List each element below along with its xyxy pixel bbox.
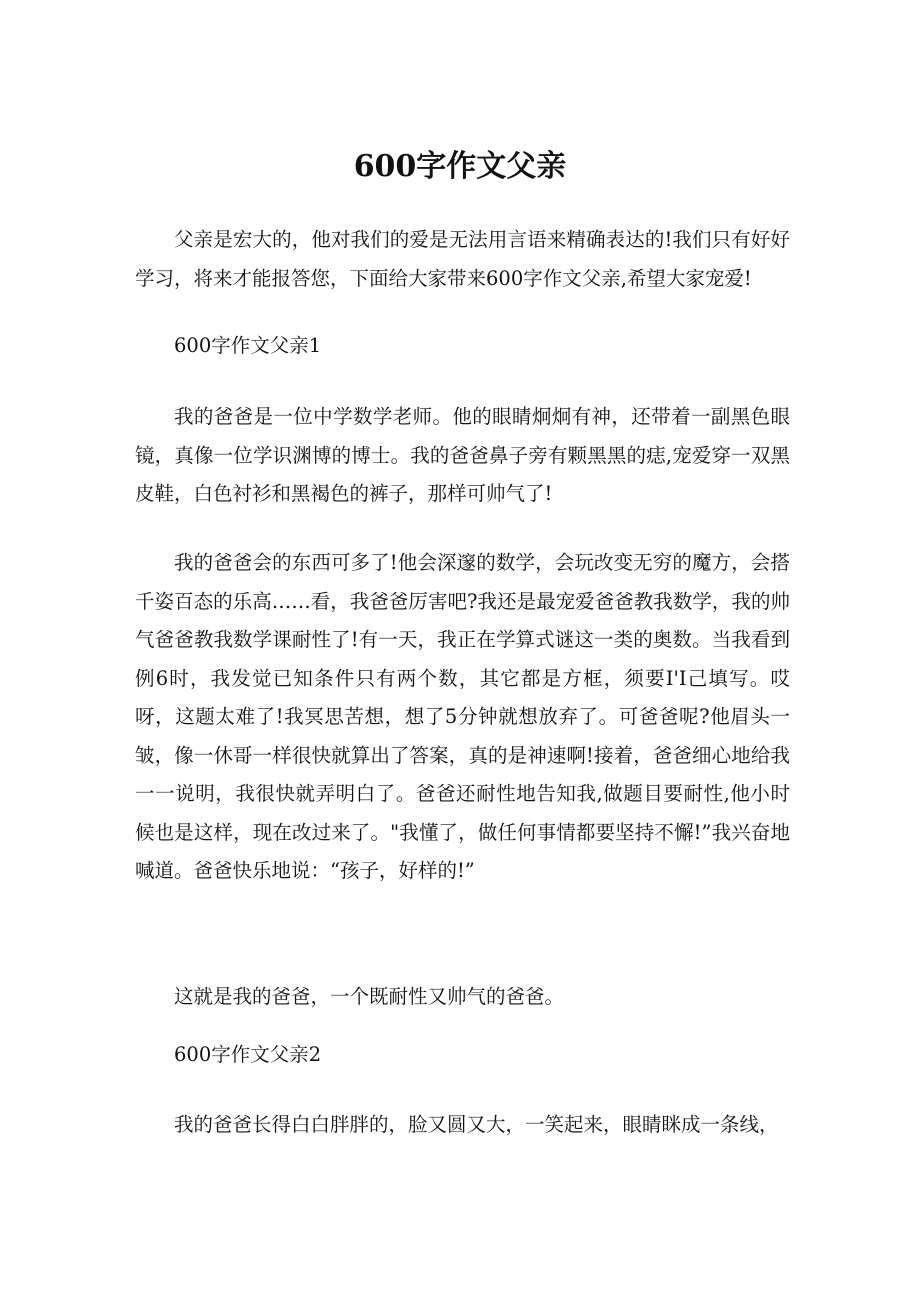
section-heading-1: 600字作文父亲1 [174, 334, 322, 357]
section-1-paragraph-3: 这就是我的爸爸，一个既耐性又帅气的爸爸。 [174, 985, 565, 1008]
section-1-paragraph-1: 我的爸爸是一位中学数学老师。他的眼睛炯炯有神，还带着一副黑色眼镜，真像一位学识渊博的博士。我的爸爸鼻子旁有颗黑黑的痣,宠爱穿一双黑皮鞋，白色衬衫和黑褐色的裤子，那样可帅气了! [135, 405, 790, 505]
section-1-paragraph-2: 我的爸爸会的东西可多了!他会深邃的数学，会玩改变无穷的魔方，会搭千姿百态的乐高……看，我爸爸厉害吧?我还是最宠爱爸爸教我数学，我的帅气爸爸教我数学课耐性了!有一天，我正在学算式谜这一类的奥数。当我看到例6时，我发觉已知条件只有两个数，其它都是方框，须要I'I己填写。哎呀，这题太难了!我冥思苦想，想了5分钟就想放弃了。可爸爸呢?他眉头一皱，像一休哥一样很快就算出了答案，真的是神速啊!接着，爸爸细心地给我一一说明，我很快就弄明白了。爸爸还耐性地告知我,做题目要耐性,他小时候也是这样，现在改过来了。"我懂了，做任何事情都要坚持不懈!”我兴奋地喊道。爸爸快乐地说：“孩子，好样的!” [135, 551, 790, 882]
intro-paragraph: 父亲是宏大的，他对我们的爱是无法用言语来精确表达的!我们只有好好学习，将来才能报答您，下面给大家带来600字作文父亲,希望大家宠爱! [135, 228, 790, 290]
section-2-paragraph-1: 我的爸爸长得白白胖胖的，脸又圆又大，一笑起来，眼睛眯成一条线， [174, 1113, 779, 1136]
document-title: 600字作文父亲 [353, 149, 567, 184]
section-heading-2: 600字作文父亲2 [174, 1043, 322, 1066]
